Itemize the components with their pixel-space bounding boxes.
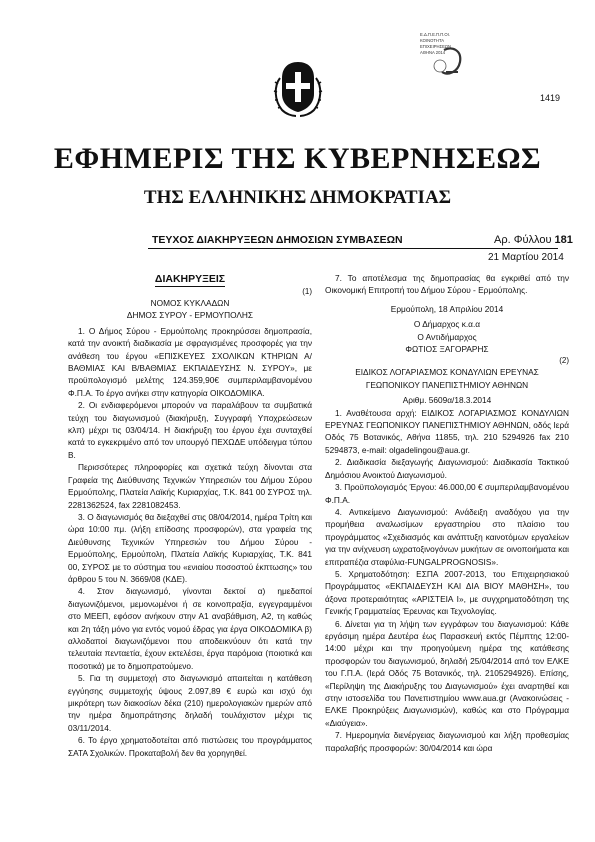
notice-paragraph: 3. Προϋπολογισμός Έργου: 46.000,00 € συμπεριλαμβανομένου Φ.Π.Α. — [325, 482, 570, 505]
notice-ref: (1) — [302, 287, 312, 296]
sheet-number-value: 181 — [554, 234, 573, 246]
protocol-number: Αριθμ. 5609α/18.3.2014 — [402, 395, 492, 406]
notice-ref: (2) — [559, 356, 569, 366]
notice-paragraph: 7. Το αποτέλεσμα της δημοπρασίας θα εγκριθεί από την Οικονομική Επιτροπή του Δήμου Σύρου - Ερμούπολης. — [325, 273, 569, 296]
notice-paragraph: 5. Για τη συμμετοχή στο διαγωνισμό απαιτείται η κατάθεση εγγύησης συμμετοχής ύψους 2.097,89 € ευρώ και ισχύ όχι μικρότερη των διακοσίων δέκα (210) ημερολογιακών ημερών από την ημέρα δημοπράτησης δηλαδή τουλάχιστον μέχρι τις 03/11/2014. — [68, 673, 312, 733]
notice-paragraph: 4. Στον διαγωνισμό, γίνονται δεκτοί α) ημεδαποί διαγωνιζόμενοι, μεμονωμένοι ή σε κοινοπραξία, εγγεγραμμένοι στο ΜΕΕΠ, εφόσον ανήκουν στην Α1 αναβάθμιση, Α2, τη καθώς και 2η τάξη μόνο για εντός νομού έδρας για έργα ΟΙΚΟΔΟΜΙΚΑ β) αλλοδαποί διαγωνιζόμενοι που αποδεικνύουν ότι κατά την τελευταία πενταετία, έχουν εκτελέσει, έργα παρόμοια (ποιοτικά και ποσοτικά) με το δημοπρατούμενο. — [68, 586, 312, 671]
notice-paragraph: 5. Χρηματοδότηση: ΕΣΠΑ 2007-2013, του Επιχειρησιακού Προγράμματος «ΕΚΠΑΙΔΕΥΣΗ ΚΑΙ ΔΙΑ ΒΙΟΥ ΜΑΘΗΣΗ», του άξονα προτεραιότητας «ΑΡΙΣΤΕΙΑ Ι», με συγχρηματοδότηση της Γενικής Γραμματείας Έρευνας και Τεχνολογίας. — [325, 568, 569, 617]
distribution-stamp — [420, 32, 472, 84]
greek-coat-of-arms-icon — [272, 56, 324, 120]
issue-type: ΤΕΥΧΟΣ ΔΙΑΚΗΡΥΞΕΩΝ ΔΗΜΟΣΙΩΝ ΣΥΜΒΑΣΕΩΝ — [152, 234, 403, 246]
signatory-title: Ο Αντιδήμαρχος — [417, 331, 477, 342]
gazette-subtitle: ΤΗΣ ΕΛΛΗΝΙΚΗΣ ΔΗΜΟΚΡΑΤΙΑΣ — [143, 187, 452, 208]
gazette-title: ΕΦΗΜΕΡΙΣ ΤΗΣ ΚΥΒΕΡΝΗΣΕΩΣ — [53, 142, 542, 175]
place-date: Ερμούπολη, 18 Απριλίου 2014 — [390, 303, 504, 314]
notice-paragraph: 6. Δίνεται για τη λήψη των εγγράφων του διαγωνισμού: Κάθε εργάσιμη ημέρα Δευτέρα έως Παρασκευή εκτός Πέμπτης 12:00-14:00 μέχρι και την προηγούμενη ημέρα της κατάθεσης προσφορών του διαγωνισμού, δηλαδή 25/04/2014 από τον ΕΛΚΕ του Γ.Π.Α. (Ιερά Οδός 75 Βοτανικός, τηλ. 2105294926). Επίσης, «Περίληψη της Διακήρυξης του Διαγωνισμού» έχει αναρτηθεί και στην ιστοσελίδα του Πανεπιστημίου www.aua.gr (Ανακοινώσεις - ΕΛΚΕ Προκηρύξεις Διαγωνισμών), καθώς και στο Πρόγραμμα «Διαύγεια». — [325, 618, 569, 728]
notice-paragraph: 6. Το έργο χρηματοδοτείται από πιστώσεις του προγράμματος ΣΑΤΑ Σχολικών. Προκαταβολή δεν θα χορηγηθεί. — [68, 735, 312, 758]
organization-line: ΕΙΔΙΚΟΣ ΛΟΓΑΡΙΑΣΜΟΣ ΚΟΝΔΥΛΙΩΝ ΕΡΕΥΝΑΣ — [355, 367, 539, 378]
stamp-line: ΕΠΙΧΕΙΡΗΣΕΩΝ — [420, 44, 452, 49]
authority-line: ΔΗΜΟΣ ΣΥΡΟΥ - ΕΡΜΟΥΠΟΛΗΣ — [126, 310, 254, 321]
sheet-number — [494, 234, 573, 246]
notice-paragraph: 3. Ο διαγωνισμός θα διεξαχθεί στις 08/04/2014, ημέρα Τρίτη και ώρα 10:00 πμ. (λήξη επίδοσης προσφορών), στα γραφεία της Διεύθυνσης Τεχνικών Υπηρεσιών του Δήμου Σύρου - Ερμούπολης, Ερμούπολη, Πλατεία Λαϊκής Κυριαρχίας, Τ.Κ. 841 00, ΣΥΡΟΣ με το σύστημα του «ενιαίου ποσοστού έκπτωσης» του άρθρου 5 του Ν. 3669/08 (ΚΔΕ). — [68, 511, 312, 584]
issue-date: 21 Μαρτίου 2014 — [488, 252, 564, 263]
organization-line: ΓΕΩΠΟΝΙΚΟΥ ΠΑΝΕΠΙΣΤΗΜΙΟΥ ΑΘΗΝΩΝ — [365, 379, 529, 390]
stamp-line: ΚΟΙΝΟΤΗΤΑ — [420, 38, 444, 43]
authority-line: ΝΟΜΟΣ ΚΥΚΛΑΔΩΝ — [150, 298, 230, 308]
notice-paragraph: 2. Οι ενδιαφερόμενοι μπορούν να παραλάβουν τα συμβατικά τεύχη του διαγωνισμού (διακήρυξη, Συγγραφή Υποχρεώσεων κλπ) μέχρι τις 03/04/14. Η διακήρυξη του έργου έχει συνταχθεί κατά το εγκεκριμένο από τον υπουργό ΠΕΧΩΔΕ υπόδειγμα τύπου Β. — [68, 400, 312, 460]
sheet-label: Αρ. Φύλλου — [494, 234, 552, 246]
notice-paragraph: 7. Ημερομηνία διενέργειας διαγωνισμού και λήξη προθεσμίας παραλαβής προσφορών: 30/04/2014 και ώρα — [325, 730, 569, 753]
notice-paragraph: 1. Ο Δήμος Σύρου - Ερμούπολης προκηρύσσει δημοπρασία, κατά την ανοικτή διαδικασία με σφραγισμένες προσφορές για την ανάθεση του έργου «ΕΠΙΣΚΕΥΕΣ ΣΧΟΛΙΚΩΝ ΚΤΗΡΙΩΝ Α/ΒΑΘΜΙΑΣ ΚΑΙ Β/ΒΑΘΜΙΑΣ ΕΚΠΑΙΔΕΥΣΗΣ Ν. ΣΥΡΟΥ», με προϋπολογισμό μελέτης 124.359,90€ συμπεριλαμβανομένου Φ.Π.Α. Το έργο ανήκει στην κατηγορία ΟΙΚΟΔΟΜΙΚΑ. — [68, 325, 312, 398]
left-column — [68, 272, 312, 759]
notice-paragraph: 4. Αντικείμενο Διαγωνισμού: Ανάδειξη αναδόχου για την προμήθεια αναλωσίμων εργαστηρίου στο πλαίσιο του προγράμματος «Σχεδιασμός και ανάπτυξη καινοτόμων εργαλείων για την ανίχνευση ωχρατοξινογόνων μυκήτων σε οινοποιήματα και επιτραπέζια σταφύλια-FUNGALPROGNOSIS». — [325, 506, 569, 567]
stamp-line: Ε.Δ.Π.Ε.Π.Π.ΟΙ. — [420, 32, 451, 37]
stamp-line: ΑΘΗΝΑ 2014 — [420, 50, 446, 55]
header-divider — [148, 248, 558, 249]
section-title: ΔΙΑΚΗΡΥΞΕΙΣ — [154, 273, 226, 285]
right-column — [325, 272, 569, 754]
notice-paragraph: Περισσότερες πληροφορίες και σχετικά τεύχη δίνονται στα Γραφεία της Διεύθυνσης Τεχνικών Υπηρεσιών του Δήμου Σύρου Ερμούπολης, Πλατεία Λαϊκής Κυριαρχίας, Τ.Κ. 841 00 ΣΥΡΟΣ τηλ. 2281362524, fax 2281082453. — [68, 462, 312, 510]
notice-paragraph: 1. Αναθέτουσα αρχή: ΕΙΔΙΚΟΣ ΛΟΓΑΡΙΑΣΜΟΣ ΚΟΝΔΥΛΙΩΝ ΕΡΕΥΝΑΣ ΓΕΩΠΟΝΙΚΟΥ ΠΑΝΕΠΙΣΤΗΜΙΟΥ ΑΘΗΝΩΝ, οδός Ιερά Οδός 75 Βοτανικός, Αθήνα 11855, τηλ. 210 5294926 fax 210 5294873, e-mail: olgadelingou@aua.gr. — [325, 407, 569, 455]
signatory-name: ΦΩΤΙΟΣ ΞΑΓΟΡΑΡΗΣ — [405, 344, 489, 355]
notice-paragraph: 2. Διαδικασία διεξαγωγής Διαγωνισμού: Διαδικασία Τακτικού Δημόσιου Ανοικτού Διαγωνισμού. — [325, 457, 569, 480]
signatory-title: Ο Δήμαρχος κ.α.α — [413, 319, 481, 330]
page-number: 1419 — [540, 93, 561, 103]
